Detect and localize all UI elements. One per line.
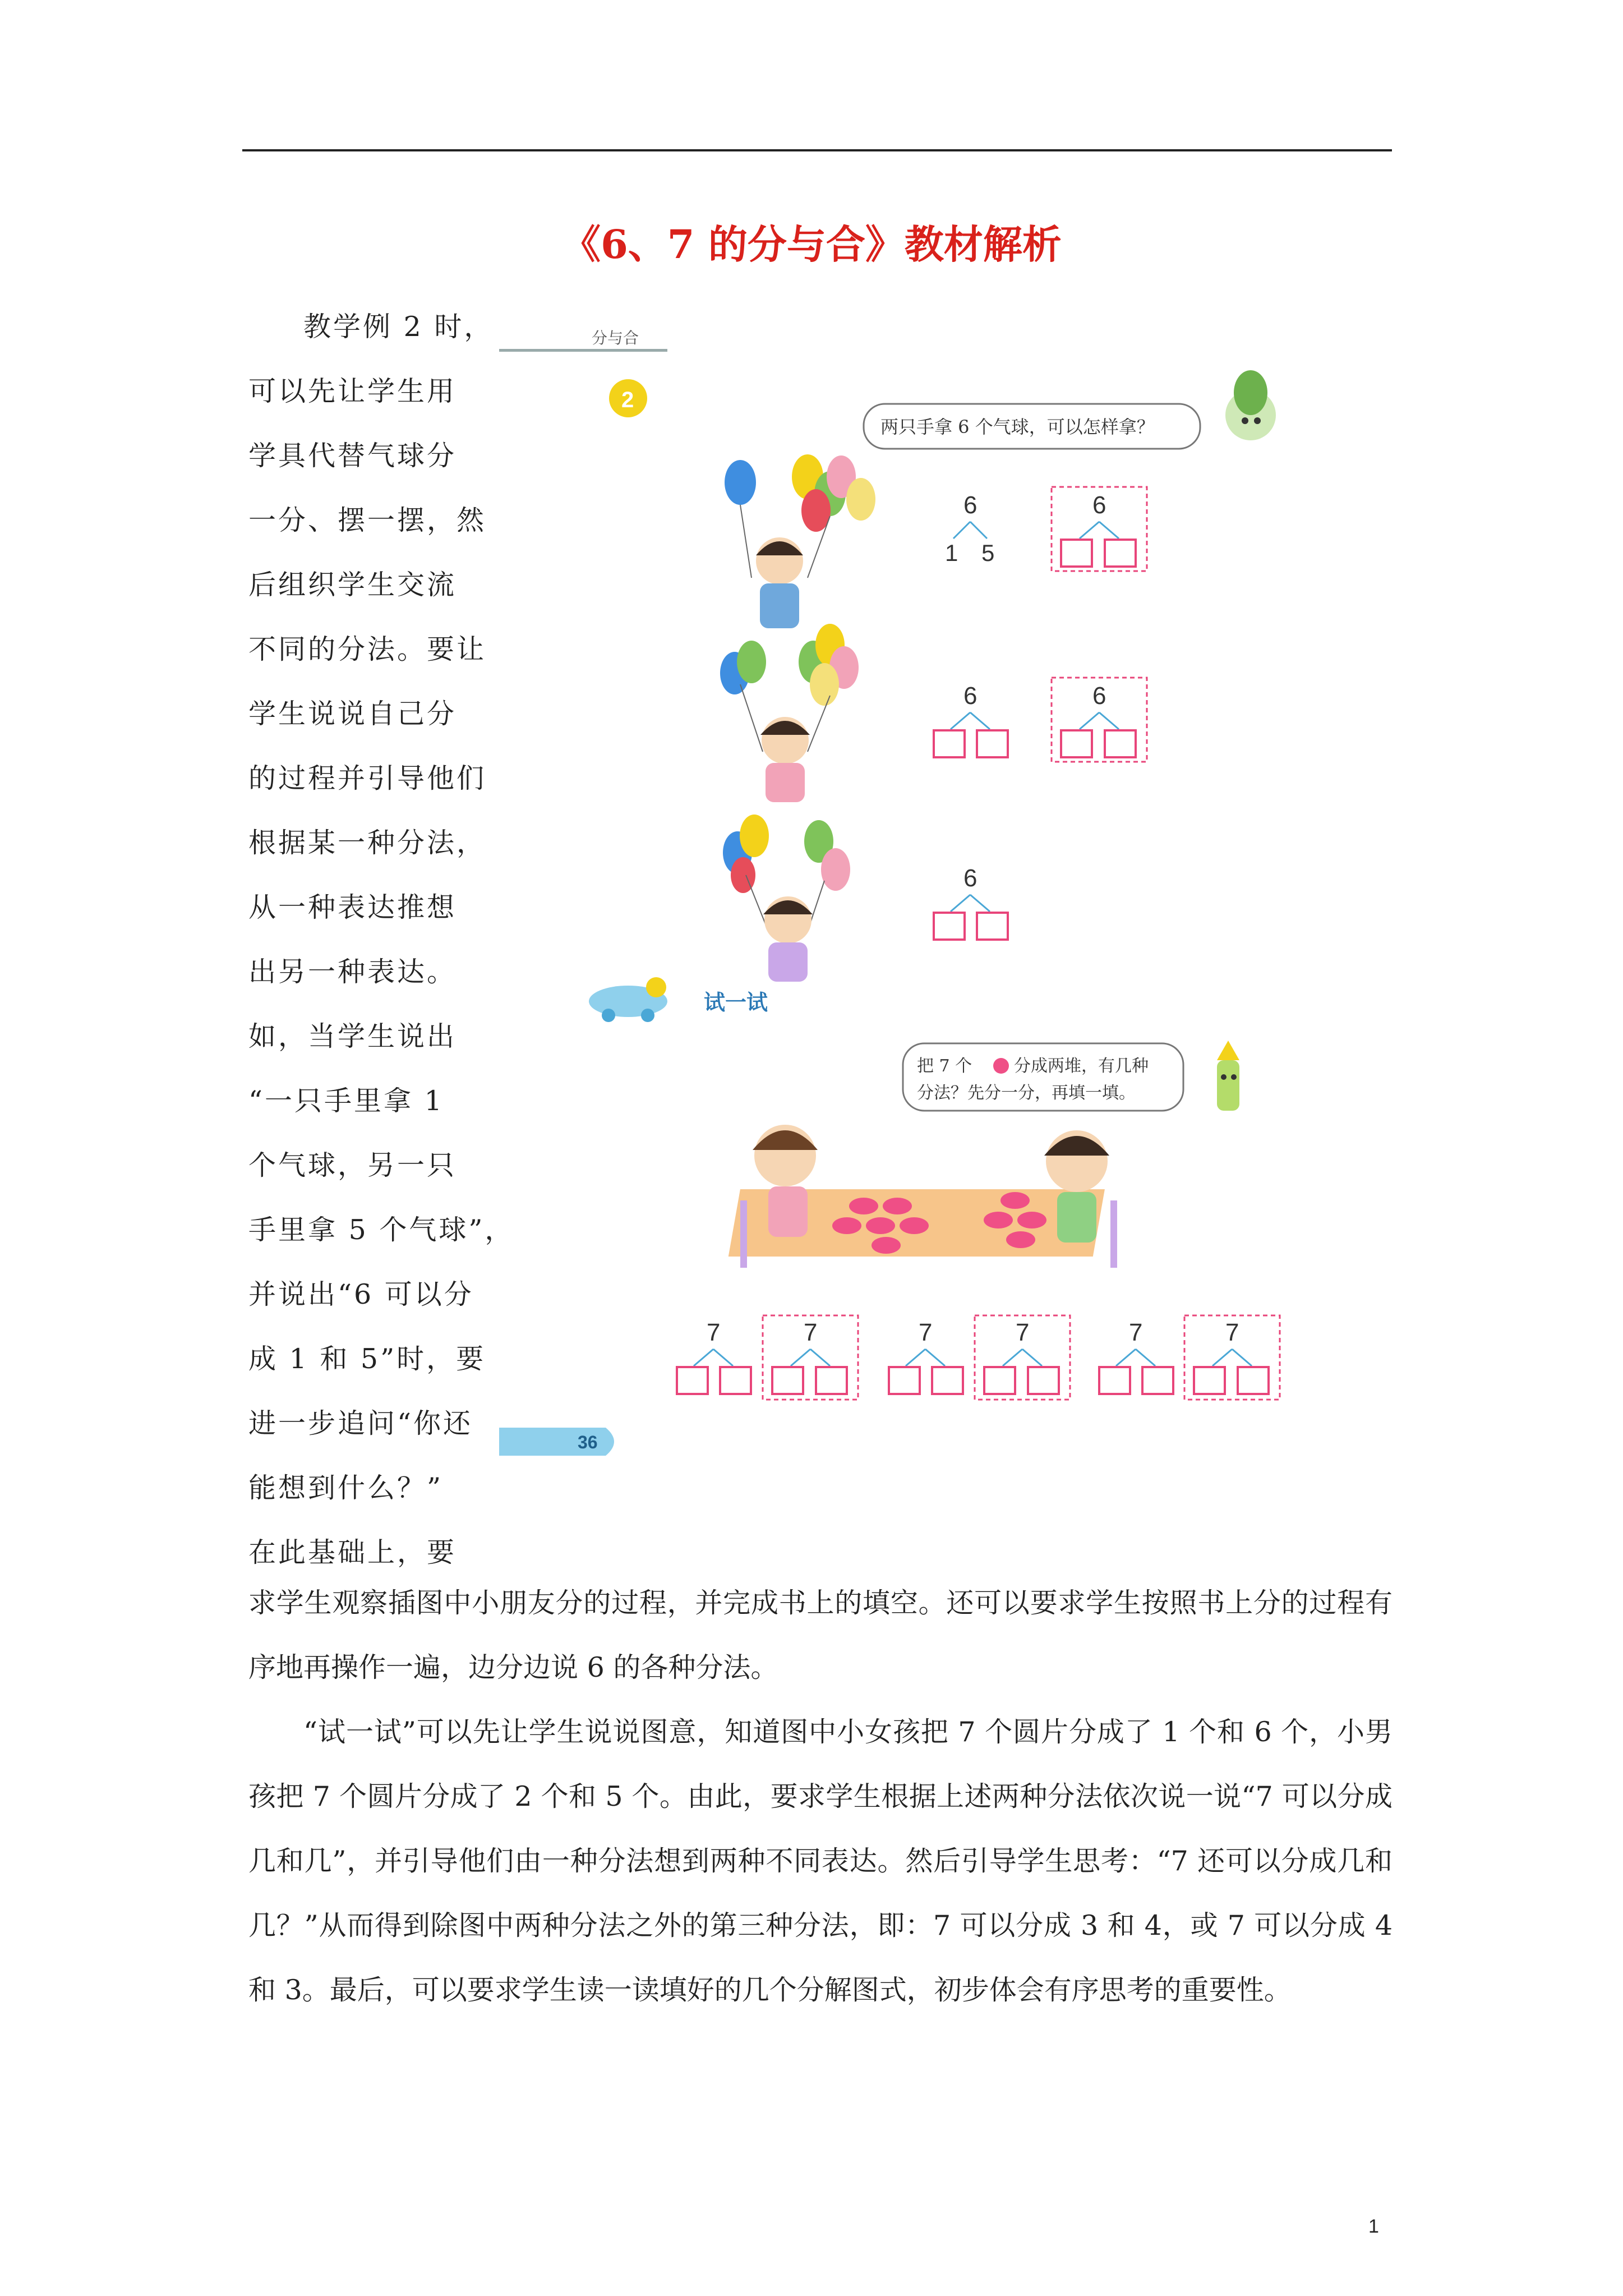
split-diagram-7-d [975,1315,1070,1400]
side-line: 在此基础上，要 [248,1536,457,1568]
split-diagram-6-blank-c [1052,678,1147,762]
svg-text:分成两堆，有几种: 分成两堆，有几种 [1014,1056,1149,1076]
split-diagram-6-1-5 [945,491,994,566]
split-diagram-7-e [1099,1319,1173,1394]
side-line: 学生说说自己分 [248,698,457,730]
side-line: 出另一种表达。 [248,956,457,988]
split-diagram-7-b [763,1315,858,1400]
children-at-table [728,1125,1117,1268]
svg-text:5: 5 [981,540,995,566]
paragraph-2-text: “试一试”可以先让学生说说图意，知道图中小女孩把 7 个圆片分成了 1 个和 6 个，小男孩把 7 个圆片分成了 2 个和 5 个。由此，要求学生根据上述两种分法依次说一说“7 可以分成几和几”，并引导他们由一种分法想到两种不同表达。然后引导学生思考：“7 还可以分成几和几？”从而得到除图中两种分法之外的第三种分法，即：7 可以分成 3 和 4，或 7 可以分成 4 和 3。最后，可以要求学生读一读填好的几个分解图式，初步体会有序思考的重要性。 [248,1716,1393,2006]
svg-text:36: 36 [578,1432,598,1452]
try-it-label [589,977,768,1022]
header-line [499,349,667,352]
split-diagram-7-f [1184,1315,1280,1400]
side-line: 如，当学生说出 [248,1020,457,1052]
side-line: 学具代替气球分 [248,440,457,472]
side-line: 后组织学生交流 [248,569,457,601]
side-line: 教学例 2 时， [303,311,494,343]
side-line: 从一种表达推想 [248,891,457,923]
svg-text:6: 6 [963,682,978,710]
svg-text:7: 7 [1225,1319,1239,1346]
svg-text:两只手拿 6 个气球，可以怎样拿？: 两只手拿 6 个气球，可以怎样拿？ [880,416,1155,438]
paragraph-1-text: 求学生观察插图中小朋友分的过程，并完成书上的填空。还可以要求学生按照书上分的过程有序地再操作一遍，边分边说 6 的各种分法。 [248,1587,1393,1683]
side-line: “一只手里拿 1 [248,1085,444,1117]
svg-text:6: 6 [1092,682,1106,710]
split-diagram-6-blank-a [1052,487,1147,571]
pink-disc-icon [993,1058,1009,1074]
paragraph-2 [248,1700,1393,2022]
vegetable-character-icon [1225,370,1276,440]
svg-text:分法？先分一分，再填一填。: 分法？先分一分，再填一填。 [917,1083,1136,1103]
svg-text:7: 7 [1129,1319,1143,1346]
pencil-character-icon [1217,1041,1239,1111]
side-line: 不同的分法。要让 [248,633,487,665]
split-diagram-7-a [677,1319,751,1394]
speech-bubble-1 [864,404,1200,449]
section-label: 分与合 [592,329,639,347]
top-rule [242,149,1392,151]
svg-text:6: 6 [963,491,978,519]
textbook-page-badge [499,1428,614,1456]
boy-with-balloons-1 [725,454,875,628]
textbook-illustration [494,314,1352,1464]
page-number: 1 [1368,2216,1379,2237]
side-line: 手里拿 5 个气球”， [248,1214,515,1246]
svg-text:6: 6 [1092,491,1106,519]
page-title: 《6、7 的分与合》教材解析 [561,221,1062,268]
side-line: 根据某一种分法， [248,827,487,859]
svg-text:7: 7 [919,1319,933,1346]
svg-text:试一试: 试一试 [704,990,768,1015]
side-column-text [248,295,515,1585]
speech-bubble-2 [903,1043,1183,1111]
svg-text:2: 2 [621,388,634,412]
side-line: 成 1 和 5”时，要 [248,1343,486,1375]
side-line: 并说出“6 可以分 [248,1278,474,1310]
svg-text:把 7 个: 把 7 个 [917,1056,972,1076]
side-line: 的过程并引导他们 [248,762,487,794]
side-line: 个气球，另一只 [248,1149,457,1181]
svg-text:7: 7 [1016,1319,1030,1346]
svg-text:1: 1 [945,540,958,566]
paragraph-1 [248,1571,1393,1700]
svg-text:7: 7 [804,1319,818,1346]
split-diagram-6-blank-d [934,864,1008,940]
girl-with-balloons-1 [720,624,859,802]
side-line: 能想到什么？” [248,1472,444,1504]
example-badge [609,379,647,417]
split-diagram-6-blank-b [934,682,1008,757]
svg-text:6: 6 [963,864,978,892]
svg-text:7: 7 [707,1319,721,1346]
side-line: 一分、摆一摆，然 [248,504,487,536]
girl-with-balloons-2 [723,815,850,982]
side-line: 可以先让学生用 [248,375,457,407]
side-line: 进一步追问“你还 [248,1407,473,1439]
split-diagram-7-c [889,1319,963,1394]
